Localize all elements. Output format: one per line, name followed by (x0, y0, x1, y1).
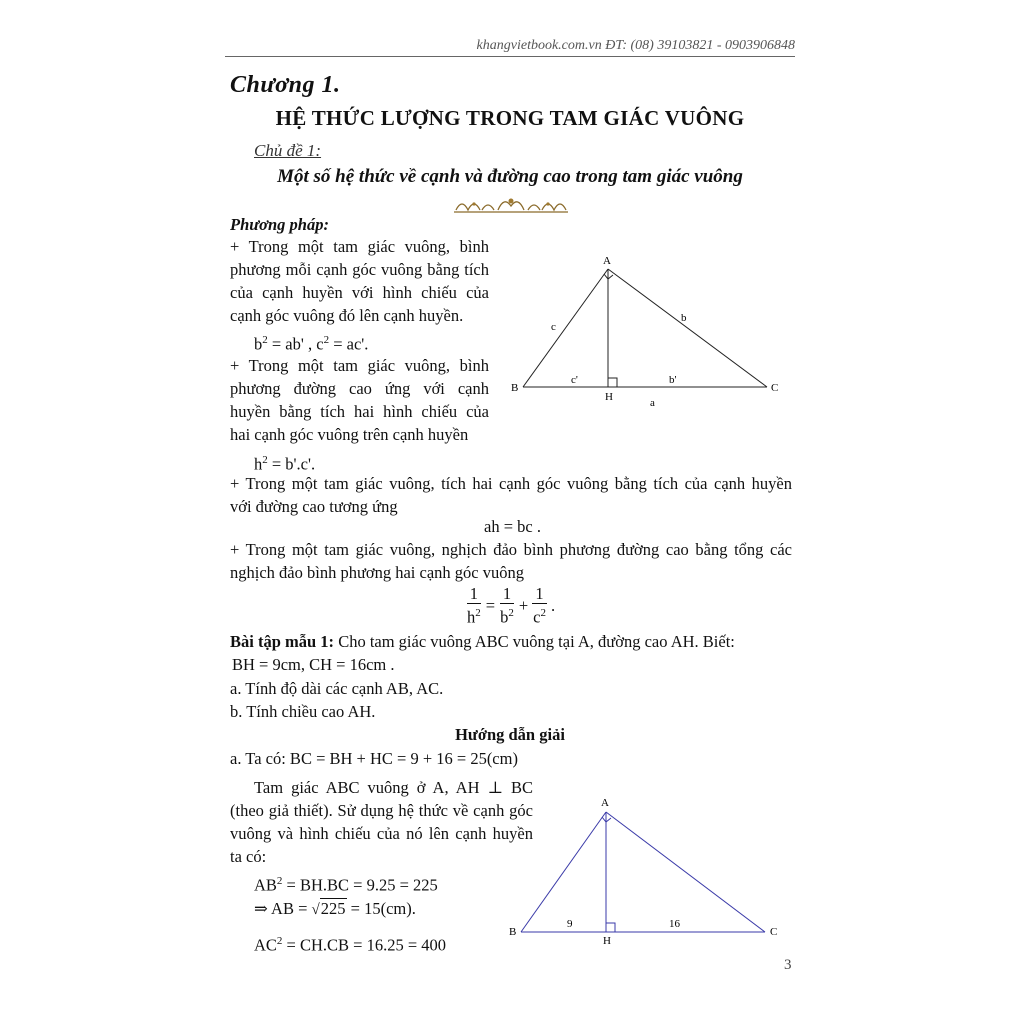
period: . (550, 595, 556, 615)
label-c: C (770, 926, 778, 938)
formula-1-b: b (254, 334, 263, 354)
denominator (497, 604, 517, 627)
eq-lhs: AB (254, 875, 277, 895)
label-b: B (509, 926, 517, 938)
header-contact: khangvietbook.com.vn ĐT: (08) 39103821 - 0903906848 (476, 38, 795, 53)
method-heading: Phương pháp: (230, 215, 329, 234)
example-text: Cho tam giác vuông ABC vuông tại A, đường cao AH. Biết: (334, 632, 735, 651)
method-paragraph-4 (230, 538, 792, 584)
chapter-label: Chương 1. (230, 72, 341, 98)
topic-label: Chủ đề 1: (254, 141, 322, 160)
formula-2-h: h (254, 454, 263, 474)
side-ab (523, 269, 608, 387)
implies-arrow: ⇒ (254, 899, 268, 918)
label-bh-length: 9 (567, 918, 573, 930)
exponent: 2 (276, 935, 283, 947)
eq-lhs: AB = (267, 899, 312, 918)
formula-2-rhs: = b'.c'. (267, 454, 316, 474)
method-paragraph-3 (230, 472, 792, 518)
fraction-1-over-b2 (497, 585, 517, 627)
label-side-c: c (551, 321, 556, 333)
exponent: 2 (475, 607, 481, 619)
equals-sign: = (485, 595, 496, 615)
numerator: 1 (532, 585, 546, 604)
chapter-title: HỆ THỨC LƯỢNG TRONG TAM GIÁC VUÔNG (275, 106, 745, 130)
label-b-prime: b' (669, 374, 677, 386)
text-line: Tam giác ABC vuông ở A, AH ⊥ BC (254, 778, 533, 797)
equation-ab-squared (254, 870, 438, 897)
text-line: + Trong một tam giác vuông, bình (230, 237, 489, 256)
exponent: 2 (262, 454, 268, 466)
label-side-b: b (681, 312, 687, 324)
numerator: 1 (500, 585, 514, 604)
question-a: a. Tính độ dài các cạnh AB, AC. (230, 679, 444, 698)
solution-a: a. Ta có: BC = BH + HC = 9 + 16 = 25(cm) (230, 749, 518, 768)
label-c-prime: c' (571, 374, 578, 386)
header-divider (225, 56, 795, 57)
label-a: A (603, 255, 611, 267)
ornament-divider (452, 192, 570, 216)
text-line: phương đường cao ứng với cạnh (230, 379, 489, 398)
formula-3: ah = bc . (484, 517, 541, 536)
equation-ab: ⇒ AB = √225 = 15(cm). (254, 899, 416, 918)
example-given: BH = 9cm, CH = 16cm . (232, 655, 395, 674)
side-ac (606, 812, 765, 932)
label-h: H (603, 935, 611, 947)
eq-rhs: = BH.BC = 9.25 = 225 (282, 875, 438, 895)
equation-ac-squared (254, 930, 446, 957)
topic-title: Một số hệ thức về cạnh và đường cao trong tam giác vuông (277, 166, 743, 187)
label-c: C (771, 382, 779, 394)
solution-paragraph (230, 776, 533, 868)
denominator (464, 604, 484, 627)
text-line: + Trong một tam giác vuông, bình (230, 356, 489, 375)
right-angle-mark-h (608, 378, 617, 387)
exponent: 2 (276, 875, 283, 887)
formula-4 (462, 585, 555, 627)
text-line: với đường cao tương ứng (230, 497, 398, 516)
text-line: + Trong một tam giác vuông, nghịch đảo bình phương đường cao bằng tổng các (230, 540, 792, 559)
plus-sign: + (518, 595, 529, 615)
eq-rhs: = 15(cm). (346, 899, 416, 918)
label-hc-length: 16 (669, 918, 680, 930)
formula-1-c: c (312, 334, 324, 354)
label-h: H (605, 391, 613, 403)
sqrt-radicand: 225 (320, 899, 346, 918)
method-paragraph-1 (230, 235, 489, 327)
text-line: cạnh góc vuông đó lên cạnh huyền. (230, 306, 464, 325)
exponent: 2 (540, 607, 546, 619)
triangle-figure-2 (505, 792, 795, 952)
method-paragraph-2 (230, 354, 489, 446)
exponent: 2 (508, 607, 514, 619)
var-h: h (467, 607, 476, 627)
label-a: A (601, 797, 609, 809)
exponent: 2 (323, 334, 330, 346)
text-line: vuông và hình chiếu của nó lên cạnh huyền (230, 824, 533, 843)
solution-heading: Hướng dẫn giải (455, 725, 565, 744)
question-b: b. Tính chiều cao AH. (230, 702, 376, 721)
var-c: c (533, 607, 541, 627)
right-angle-mark-h (606, 923, 615, 932)
text-line: (theo giả thiết). Sử dụng hệ thức về cạnh góc (230, 801, 533, 820)
text-line: hai cạnh góc vuông trên cạnh huyền (230, 425, 469, 444)
numerator: 1 (467, 585, 481, 604)
var-b: b (500, 607, 509, 627)
formula-1 (254, 329, 368, 356)
label-b: B (511, 382, 519, 394)
triangle-figure-1 (505, 250, 795, 415)
side-ab (521, 812, 606, 932)
page-number: 3 (784, 957, 792, 973)
label-side-a: a (650, 397, 655, 409)
fraction-1-over-h2 (464, 585, 484, 627)
fraction-1-over-c2 (530, 585, 549, 627)
eq-rhs: = CH.CB = 16.25 = 400 (282, 935, 447, 955)
example-title-line (230, 631, 735, 653)
exponent: 2 (262, 334, 268, 346)
example-title: Bài tập mẫu 1: (230, 632, 335, 651)
eq-lhs: AC (254, 935, 277, 955)
formula-1-rhs2: = ac'. (329, 334, 369, 354)
denominator (530, 604, 549, 627)
text-line: huyền bằng tích hai hình chiếu của (230, 402, 489, 421)
text-line: ta có: (230, 847, 267, 866)
text-line: nghịch đảo bình phương hai cạnh góc vuông (230, 563, 524, 582)
formula-1-rhs: = ab' , (267, 334, 313, 354)
text-line: + Trong một tam giác vuông, tích hai cạnh góc vuông bằng tích của cạnh huyền (230, 474, 792, 493)
side-ac (608, 269, 767, 387)
text-line: phương mỗi cạnh góc vuông bằng tích (230, 260, 489, 279)
text-line: của cạnh huyền với hình chiếu của (230, 283, 489, 302)
